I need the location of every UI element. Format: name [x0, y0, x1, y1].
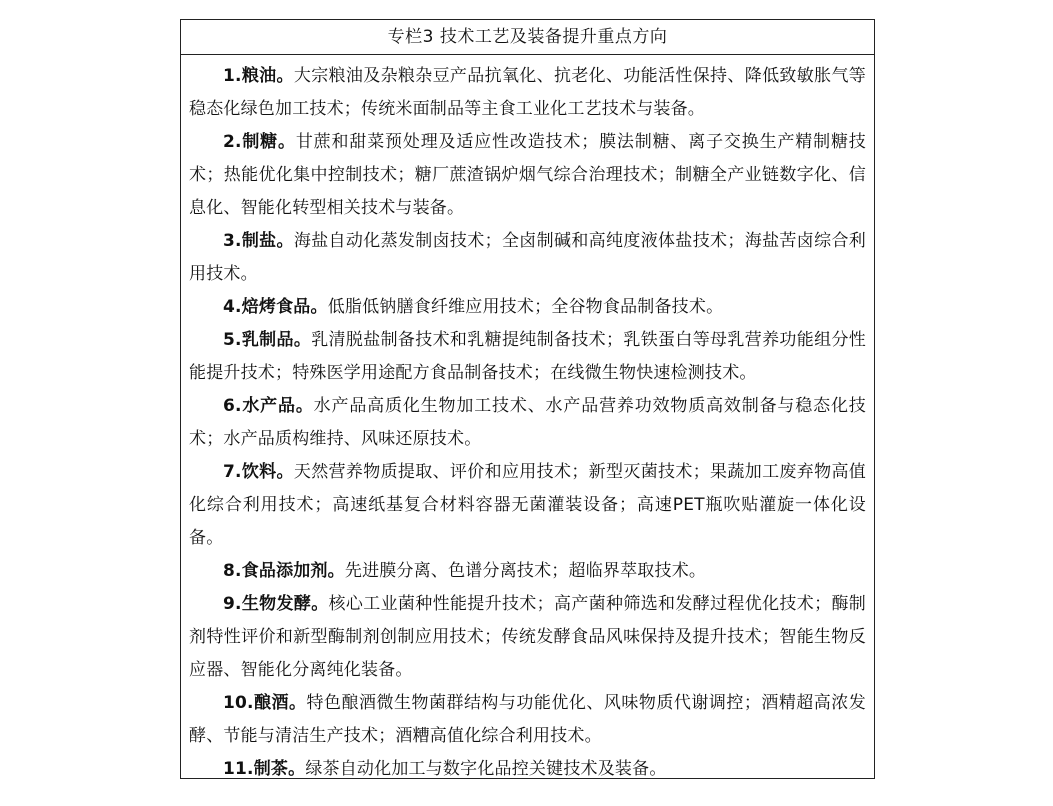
- item-text: 先进膜分离、色谱分离技术；超临界萃取技术。: [344, 561, 707, 581]
- list-item: [189, 60, 866, 126]
- item-heading: 9.生物发酵。: [223, 594, 329, 614]
- item-text: 天然营养物质提取、评价和应用技术；新型灭菌技术；果蔬加工废弃物高值化综合利用技术；高速纸基复合材料容器无菌灌装设备；高速PET瓶吹贴灌旋一体化设备。: [189, 462, 866, 548]
- list-item: [189, 126, 866, 225]
- box-title: 专栏3 技术工艺及装备提升重点方向: [181, 20, 874, 55]
- item-text: 大宗粮油及杂粮杂豆产品抗氧化、抗老化、功能活性保持、降低致敏胀气等稳态化绿色加工技术；传统米面制品等主食工业化工艺技术与装备。: [189, 66, 866, 119]
- item-text: 特色酿酒微生物菌群结构与功能优化、风味物质代谢调控；酒精超高浓发酵、节能与清洁生产技术；酒糟高值化综合利用技术。: [189, 693, 866, 746]
- item-heading: 4.焙烤食品。: [223, 297, 328, 317]
- list-item: [189, 390, 866, 456]
- item-heading: 2.制糖。: [223, 132, 296, 152]
- box-content: [181, 55, 874, 786]
- item-heading: 3.制盐。: [223, 231, 294, 251]
- list-item: [189, 225, 866, 291]
- item-heading: 5.乳制品。: [223, 330, 312, 350]
- column-box: [180, 19, 875, 779]
- item-text: 绿茶自动化加工与数字化品控关键技术及装备。: [305, 759, 667, 779]
- item-heading: 10.酿酒。: [223, 693, 307, 713]
- list-item: [189, 555, 866, 588]
- item-heading: 8.食品添加剂。: [223, 561, 345, 581]
- item-text: 甘蔗和甜菜预处理及适应性改造技术；膜法制糖、离子交换生产精制糖技术；热能优化集中控制技术；糖厂蔗渣锅炉烟气综合治理技术；制糖全产业链数字化、信息化、智能化转型相关技术与装备。: [189, 132, 866, 218]
- item-text: 核心工业菌种性能提升技术；高产菌种筛选和发酵过程优化技术；酶制剂特性评价和新型酶制剂创制应用技术；传统发酵食品风味保持及提升技术；智能生物反应器、智能化分离纯化装备。: [189, 594, 867, 680]
- item-heading: 11.制茶。: [223, 759, 306, 779]
- item-text: 低脂低钠膳食纤维应用技术；全谷物食品制备技术。: [327, 297, 724, 317]
- list-item: [189, 291, 866, 324]
- item-text: 水产品高质化生物加工技术、水产品营养功效物质高效制备与稳态化技术；水产品质构维持、风味还原技术。: [189, 396, 866, 449]
- item-heading: 1.粮油。: [223, 66, 294, 86]
- list-item: [189, 687, 866, 753]
- list-item: [189, 753, 866, 786]
- item-heading: 7.饮料。: [223, 462, 294, 482]
- item-text: 乳清脱盐制备技术和乳糖提纯制备技术；乳铁蛋白等母乳营养功能组分性能提升技术；特殊医学用途配方食品制备技术；在线微生物快速检测技术。: [189, 330, 866, 383]
- item-heading: 6.水产品。: [223, 396, 314, 416]
- list-item: [189, 324, 866, 390]
- list-item: [189, 588, 866, 687]
- item-text: 海盐自动化蒸发制卤技术；全卤制碱和高纯度液体盐技术；海盐苦卤综合利用技术。: [189, 231, 866, 284]
- list-item: [189, 456, 866, 555]
